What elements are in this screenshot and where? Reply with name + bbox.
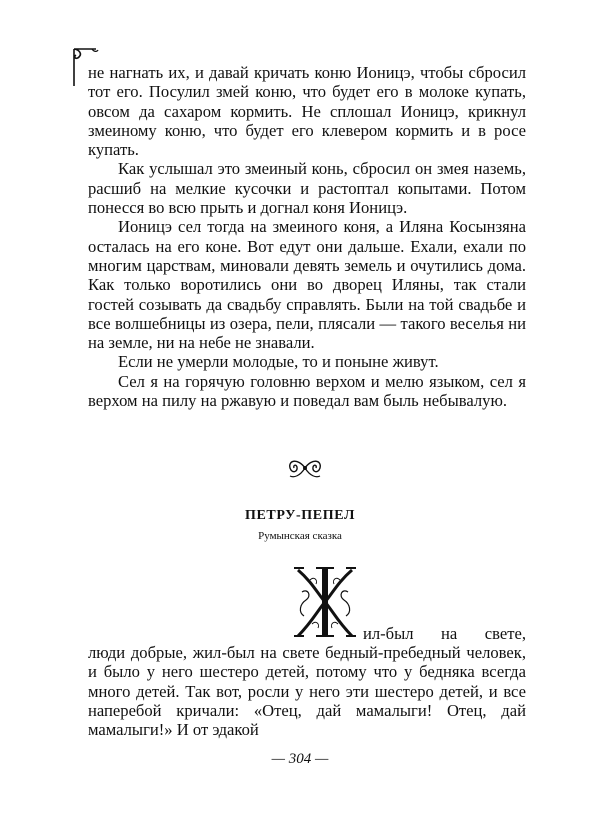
page-number: — 304 — [271,751,329,767]
continuation-text [88,63,526,410]
story-title: ПЕТРУ-ПЕПЕЛ [244,508,355,523]
paragraph: Как услышал это змеиный конь, сбросил он змея наземь, расшиб на мелкие кусочки и растоптал копытами. Потом понесся во всю прыть и догнал коня Ионицэ. [88,159,526,218]
story-first-line: ил-был на свете, [363,624,526,643]
decorated-initial-letter [290,562,360,640]
paragraph: Ионицэ сел тогда на змеиного коня, а Иляна Косынзяна осталась на его коне. Вот едут они дальше. Ехали, ехали по многим царствам, миновали девять земель и очутились дома. Как только воротились они во дворец Иляны, так стали гостей созывать да свадьбу справлять. Были на той свадьбе и все волшебницы из озера, пели, плясали — такого веселья ни на земле, ни на небе не знавали. [88,217,526,353]
story-subtitle: Румынская сказка [258,530,342,542]
paragraph: Если не умерли молодые, то и поныне живут. [118,352,439,372]
divider-ornament-icon [284,456,326,480]
story-text: люди добрые, жил-был на свете бедный-пребедный человек, и было у него шестеро детей, потому что у бедняка всегда много детей. Так вот, росли у него эти шестеро детей, и все наперебой кричали: «Отец, дай мамалыги! Отец, дай мамалыги!» И от эдакой [88,643,526,740]
paragraph: не нагнать их, и давай кричать коню Ионицэ, чтобы сбросил тот его. Посулил змей коню, что будет его в молоке купать, овсом да сахаром кормить. Не сплошал Ионицэ, крикнул змеиному коню, что будет его клевером кормить и в росе купать. [88,63,526,160]
paragraph: Сел я на горячую головню верхом и мелю языком, сел я верхом на пилу на ржавую и поведал вам быль небывалую. [88,371,526,411]
